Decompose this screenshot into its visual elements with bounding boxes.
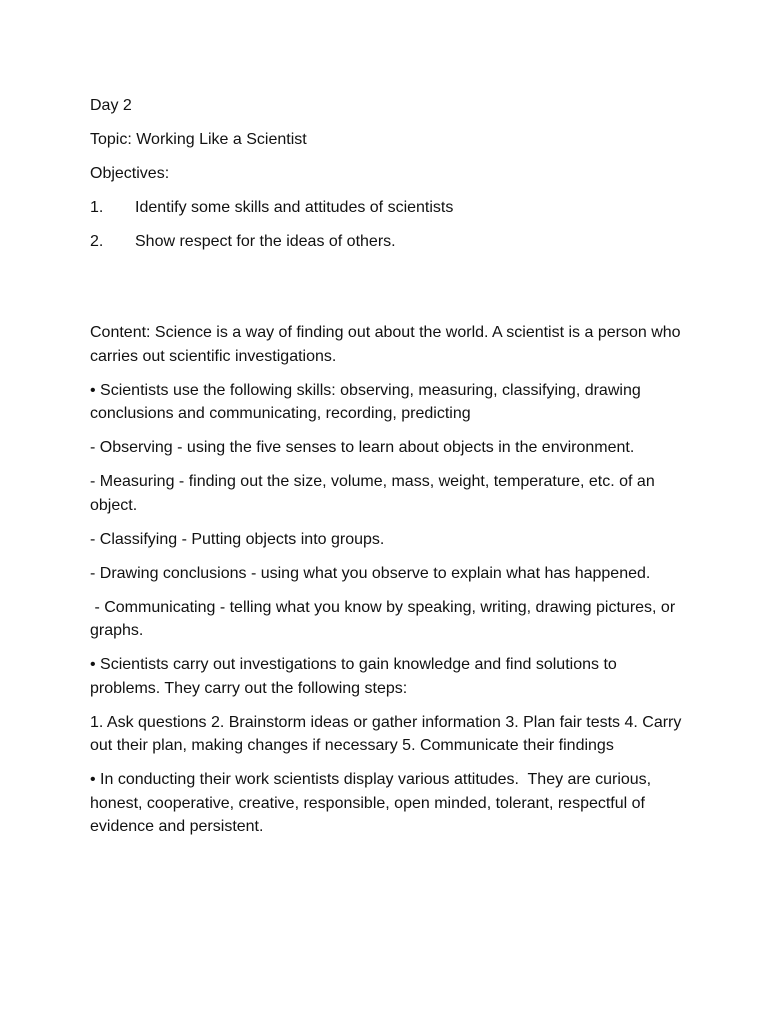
objective-number: 1.	[90, 199, 104, 216]
objective-text: Show respect for the ideas of others.	[135, 233, 396, 250]
day-heading: Day 2	[90, 97, 132, 114]
investigations-bullet: • Scientists carry out investigations to gain knowledge and find solutions to problems. They carry out the following steps:	[90, 656, 617, 697]
measuring-item: - Measuring - finding out the size, volume, mass, weight, temperature, etc. of an object.	[90, 473, 655, 514]
objective-number: 2.	[90, 233, 104, 250]
attitudes-bullet: • In conducting their work scientists display various attitudes. They are curious, honest, cooperative, creative, responsible, open minded, tolerant, respectful of evidence and persistent.	[90, 771, 656, 835]
steps-paragraph: 1. Ask questions 2. Brainstorm ideas or gather information 3. Plan fair tests 4. Carry out their plan, making changes if necessary 5. Communicate their findings	[90, 713, 682, 754]
objectives-label: Objectives:	[90, 165, 170, 182]
document-page	[90, 94, 690, 849]
classifying-item: - Classifying - Putting objects into groups.	[90, 530, 385, 548]
skills-bullet: • Scientists use the following skills: observing, measuring, classifying, drawing conclusions and communicating, recording, predicting	[90, 381, 641, 422]
objective-item	[90, 196, 690, 220]
topic-heading: Topic: Working Like a Scientist	[90, 131, 307, 148]
content-intro: Content: Science is a way of finding out about the world. A scientist is a person who carries out scientific investigations.	[90, 324, 681, 365]
observing-item: - Observing - using the five senses to learn about objects in the environment.	[90, 439, 635, 456]
drawing-conclusions-item: - Drawing conclusions - using what you observe to explain what has happened.	[90, 564, 651, 582]
blank-space	[90, 264, 690, 321]
objective-item	[90, 230, 690, 254]
objective-text: Identify some skills and attitudes of scientists	[135, 199, 454, 216]
communicating-item: - Communicating - telling what you know by speaking, writing, drawing pictures, or graphs.	[90, 598, 680, 639]
